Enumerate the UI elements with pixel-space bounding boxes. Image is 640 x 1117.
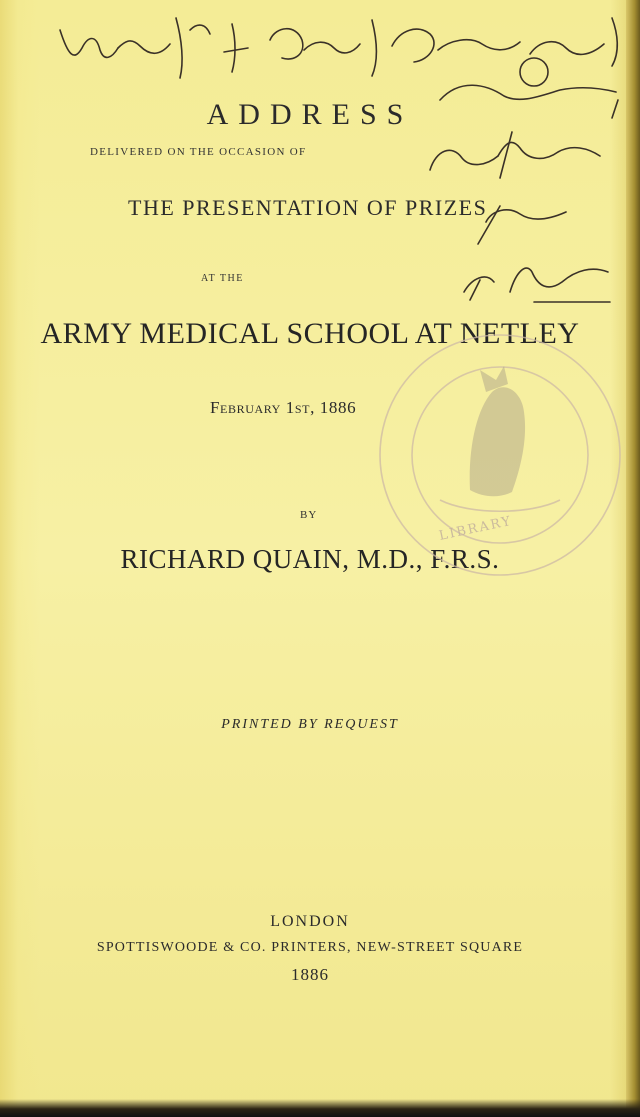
delivered-line: DELIVERED ON THE OCCASION OF (90, 146, 307, 158)
author-name: RICHARD QUAIN, M.D., F.R.S. (120, 544, 500, 574)
by-line: BY (300, 509, 318, 521)
date-line: February 1st, 1886 (210, 398, 357, 417)
imprint-city: LONDON (270, 913, 350, 930)
title-address: ADDRESS (206, 98, 414, 131)
at-the-line: AT THE (201, 273, 244, 284)
imprint-printers: SPOTTISWOODE & CO. PRINTERS, NEW-STREET SQUARE (96, 940, 524, 955)
printed-by-request: PRINTED BY REQUEST (221, 717, 399, 732)
presentation-line: THE PRESENTATION OF PRIZES (128, 195, 488, 220)
school-title: ARMY MEDICAL SCHOOL AT NETLEY (40, 317, 580, 350)
page-edge-shadow (626, 0, 640, 1117)
imprint-year: 1886 (291, 965, 329, 984)
stamp-library-text: LIBRARY (437, 513, 514, 544)
page-bottom-edge (0, 1099, 640, 1117)
